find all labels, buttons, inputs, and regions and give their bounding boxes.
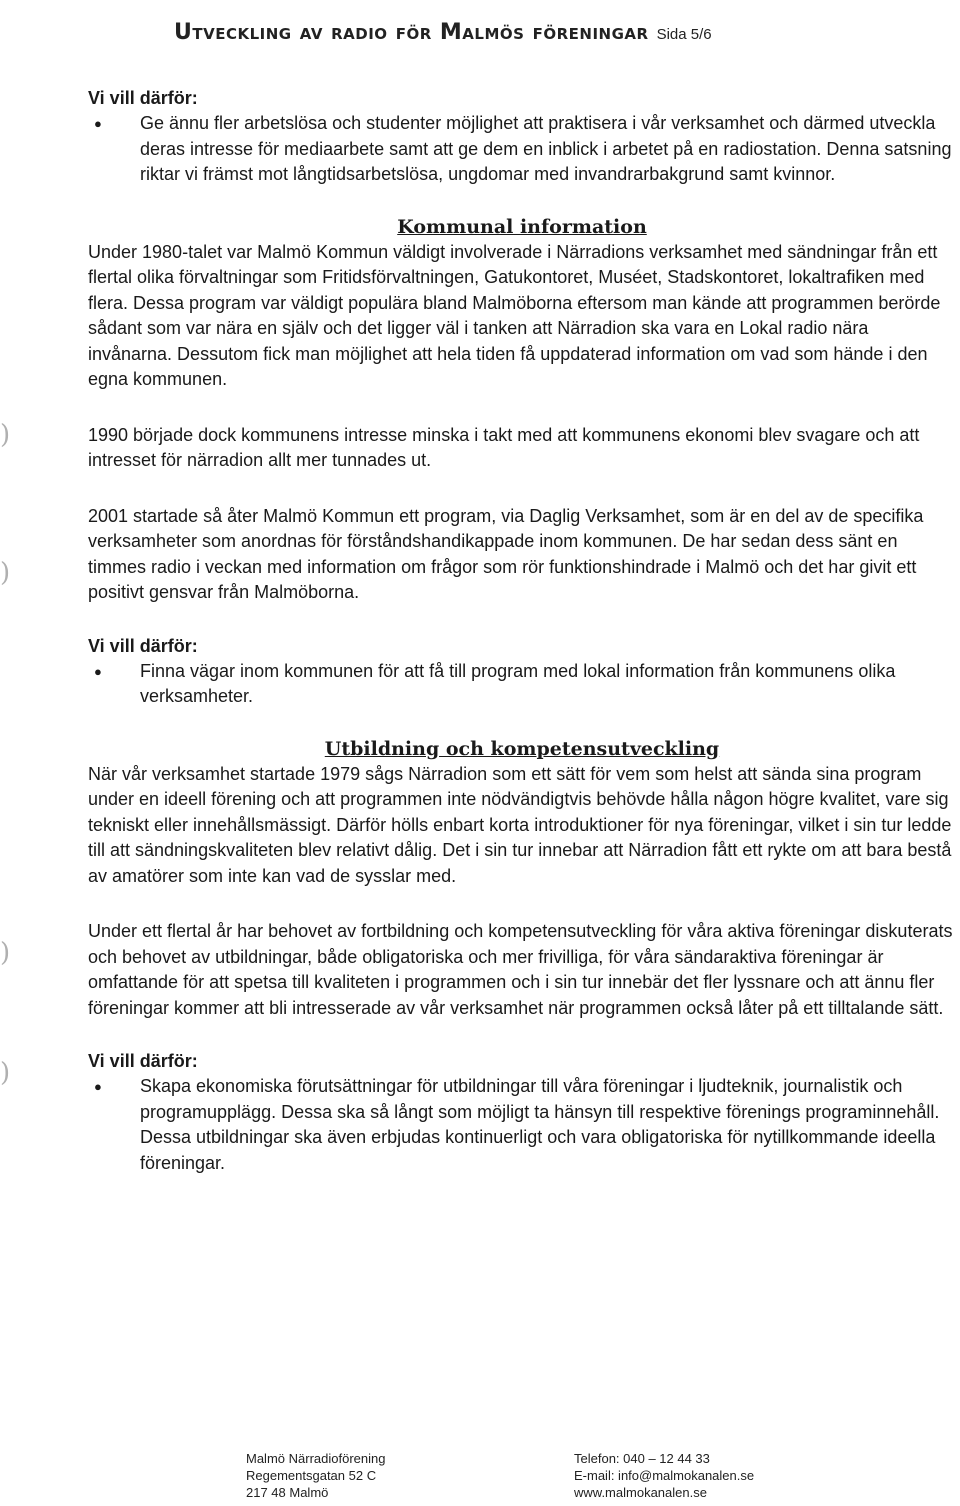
paragraph: 2001 startade så åter Malmö Kommun ett program, via Daglig Verksamhet, som är en del av de specifika verksamheter som anordnas för förståndshandikappade inom kommunen. De har sedan dess sänt en timmes radio i veckan med information om frågor som rör funktionshindrade i Malmö och det har givit ett positivt gensvar från Malmöborna.: [88, 505, 924, 602]
footer-org-name: Malmö Närradioförening: [246, 1451, 386, 1466]
paragraph: När vår verksamhet startade 1979 sågs Närradion som ett sätt för vem som helst att sända sina program under en ideell förening och att programmen inte nödvändigtvis behövde hålla någon högre kvalitet, vare sig tekniskt eller innehållsmässigt. Därför hölls enbart korta introduktioner för nya föreningar, vilket i sin tur ledde till att sändningskvaliteten blev relativt dålig. Det i sin tur innebar att Närradion fått ett rykte om att bara bestå av amatörer som inte kan vad de sysslar med.: [88, 763, 952, 886]
footer-phone: Telefon: 040 – 12 44 33: [574, 1451, 710, 1466]
bullet-item: [88, 111, 956, 188]
footer-website: www.malmokanalen.se: [574, 1485, 707, 1500]
section-heading-utbildning: Utbildning och kompetensutveckling: [324, 737, 720, 760]
binding-mark: ): [0, 938, 11, 968]
vi-vill-darfor-label: Vi vill därför:: [88, 635, 198, 656]
bullet-text: Ge ännu fler arbetslösa och studenter möjlighet att praktisera i vår verksamhet och därmed utveckla deras intresse för mediaarbete samt att ge dem en inblick i arbetet på en radiostation. Denna satsning riktar vi främst mot långtidsarbetslösa, ungdomar med invandrarbakgrund samt kvinnor.: [140, 113, 952, 184]
bullet-list: [88, 1074, 956, 1176]
binding-mark: ): [0, 420, 11, 450]
bullet-icon: ●: [94, 116, 102, 131]
document-body: [88, 88, 956, 1176]
paragraph: Under ett flertal år har behovet av fortbildning och kompetensutveckling för våra aktiva föreningar diskuterats och behovet av utbildningar, både obligatoriska och mer frivilliga, för våra sändaraktiva föreningar är omfattande för att spetsa till kvaliteten i programmen och i sin tur innebär det fler lyssnare och att ännu fler föreningar kommer att bli intresserade av vår verksamhet när programmen också låter på ett tilltalande sätt.: [88, 921, 953, 1018]
page-number: Sida 5/6: [656, 26, 712, 43]
binding-mark: ): [0, 1058, 11, 1088]
vi-vill-darfor-label: Vi vill därför:: [88, 1051, 198, 1071]
page-header: [174, 20, 934, 45]
bullet-icon: ●: [94, 663, 102, 679]
footer-city: 217 48 Malmö: [246, 1485, 329, 1500]
footer-address: [246, 1450, 385, 1501]
footer-street: Regementsgatan 52 C: [246, 1468, 377, 1483]
bullet-item: [88, 1074, 956, 1176]
paragraph: Under 1980-talet var Malmö Kommun väldigt involverade i Närradions verksamhet med sändningar från ett flertal olika förvaltningar som Fritidsförvaltningen, Gatukontoret, Muséet, Stadskontoret, lokaltrafiken med flera. Dessa program var väldigt populära bland Malmöborna eftersom man kände att programmen berörde sådant som var nära en själv och det ligger väl i tanken att Närradion ska vara en Lokal radio nära invånarna. Dessutom fick man möjlighet att hela tiden få uppdaterad information om vad som hände i den egna kommunen.: [88, 241, 941, 389]
document-title: Utveckling av radio för Malmös föreningar: [174, 20, 649, 45]
bullet-text: Finna vägar inom kommunen för att få till program med lokal information från kommunens olika verksamheter.: [140, 660, 896, 706]
footer-contact: [574, 1450, 754, 1501]
section-heading-kommunal-information: Kommunal information: [397, 215, 647, 238]
bullet-list: [88, 111, 956, 188]
binding-mark: ): [0, 558, 11, 588]
paragraph: 1990 började dock kommunens intresse minska i takt med att kommunens ekonomi blev svagare och att intresset för närradion allt mer tunnades ut.: [88, 424, 920, 470]
bullet-list: [88, 659, 956, 710]
bullet-icon: ●: [94, 1079, 102, 1094]
bullet-item: [88, 659, 956, 710]
bullet-text: Skapa ekonomiska förutsättningar för utbildningar till våra föreningar i ljudteknik, journalistik och programupplägg. Dessa ska så långt som möjligt ta hänsyn till respektive förenings programinnehåll. Dessa utbildningar ska även erbjudas kontinuerligt och vara obligatoriska för nytillkommande ideella föreningar.: [140, 1076, 940, 1173]
footer-email: E-mail: info@malmokanalen.se: [574, 1468, 755, 1483]
vi-vill-darfor-label: Vi vill därför:: [88, 88, 198, 108]
